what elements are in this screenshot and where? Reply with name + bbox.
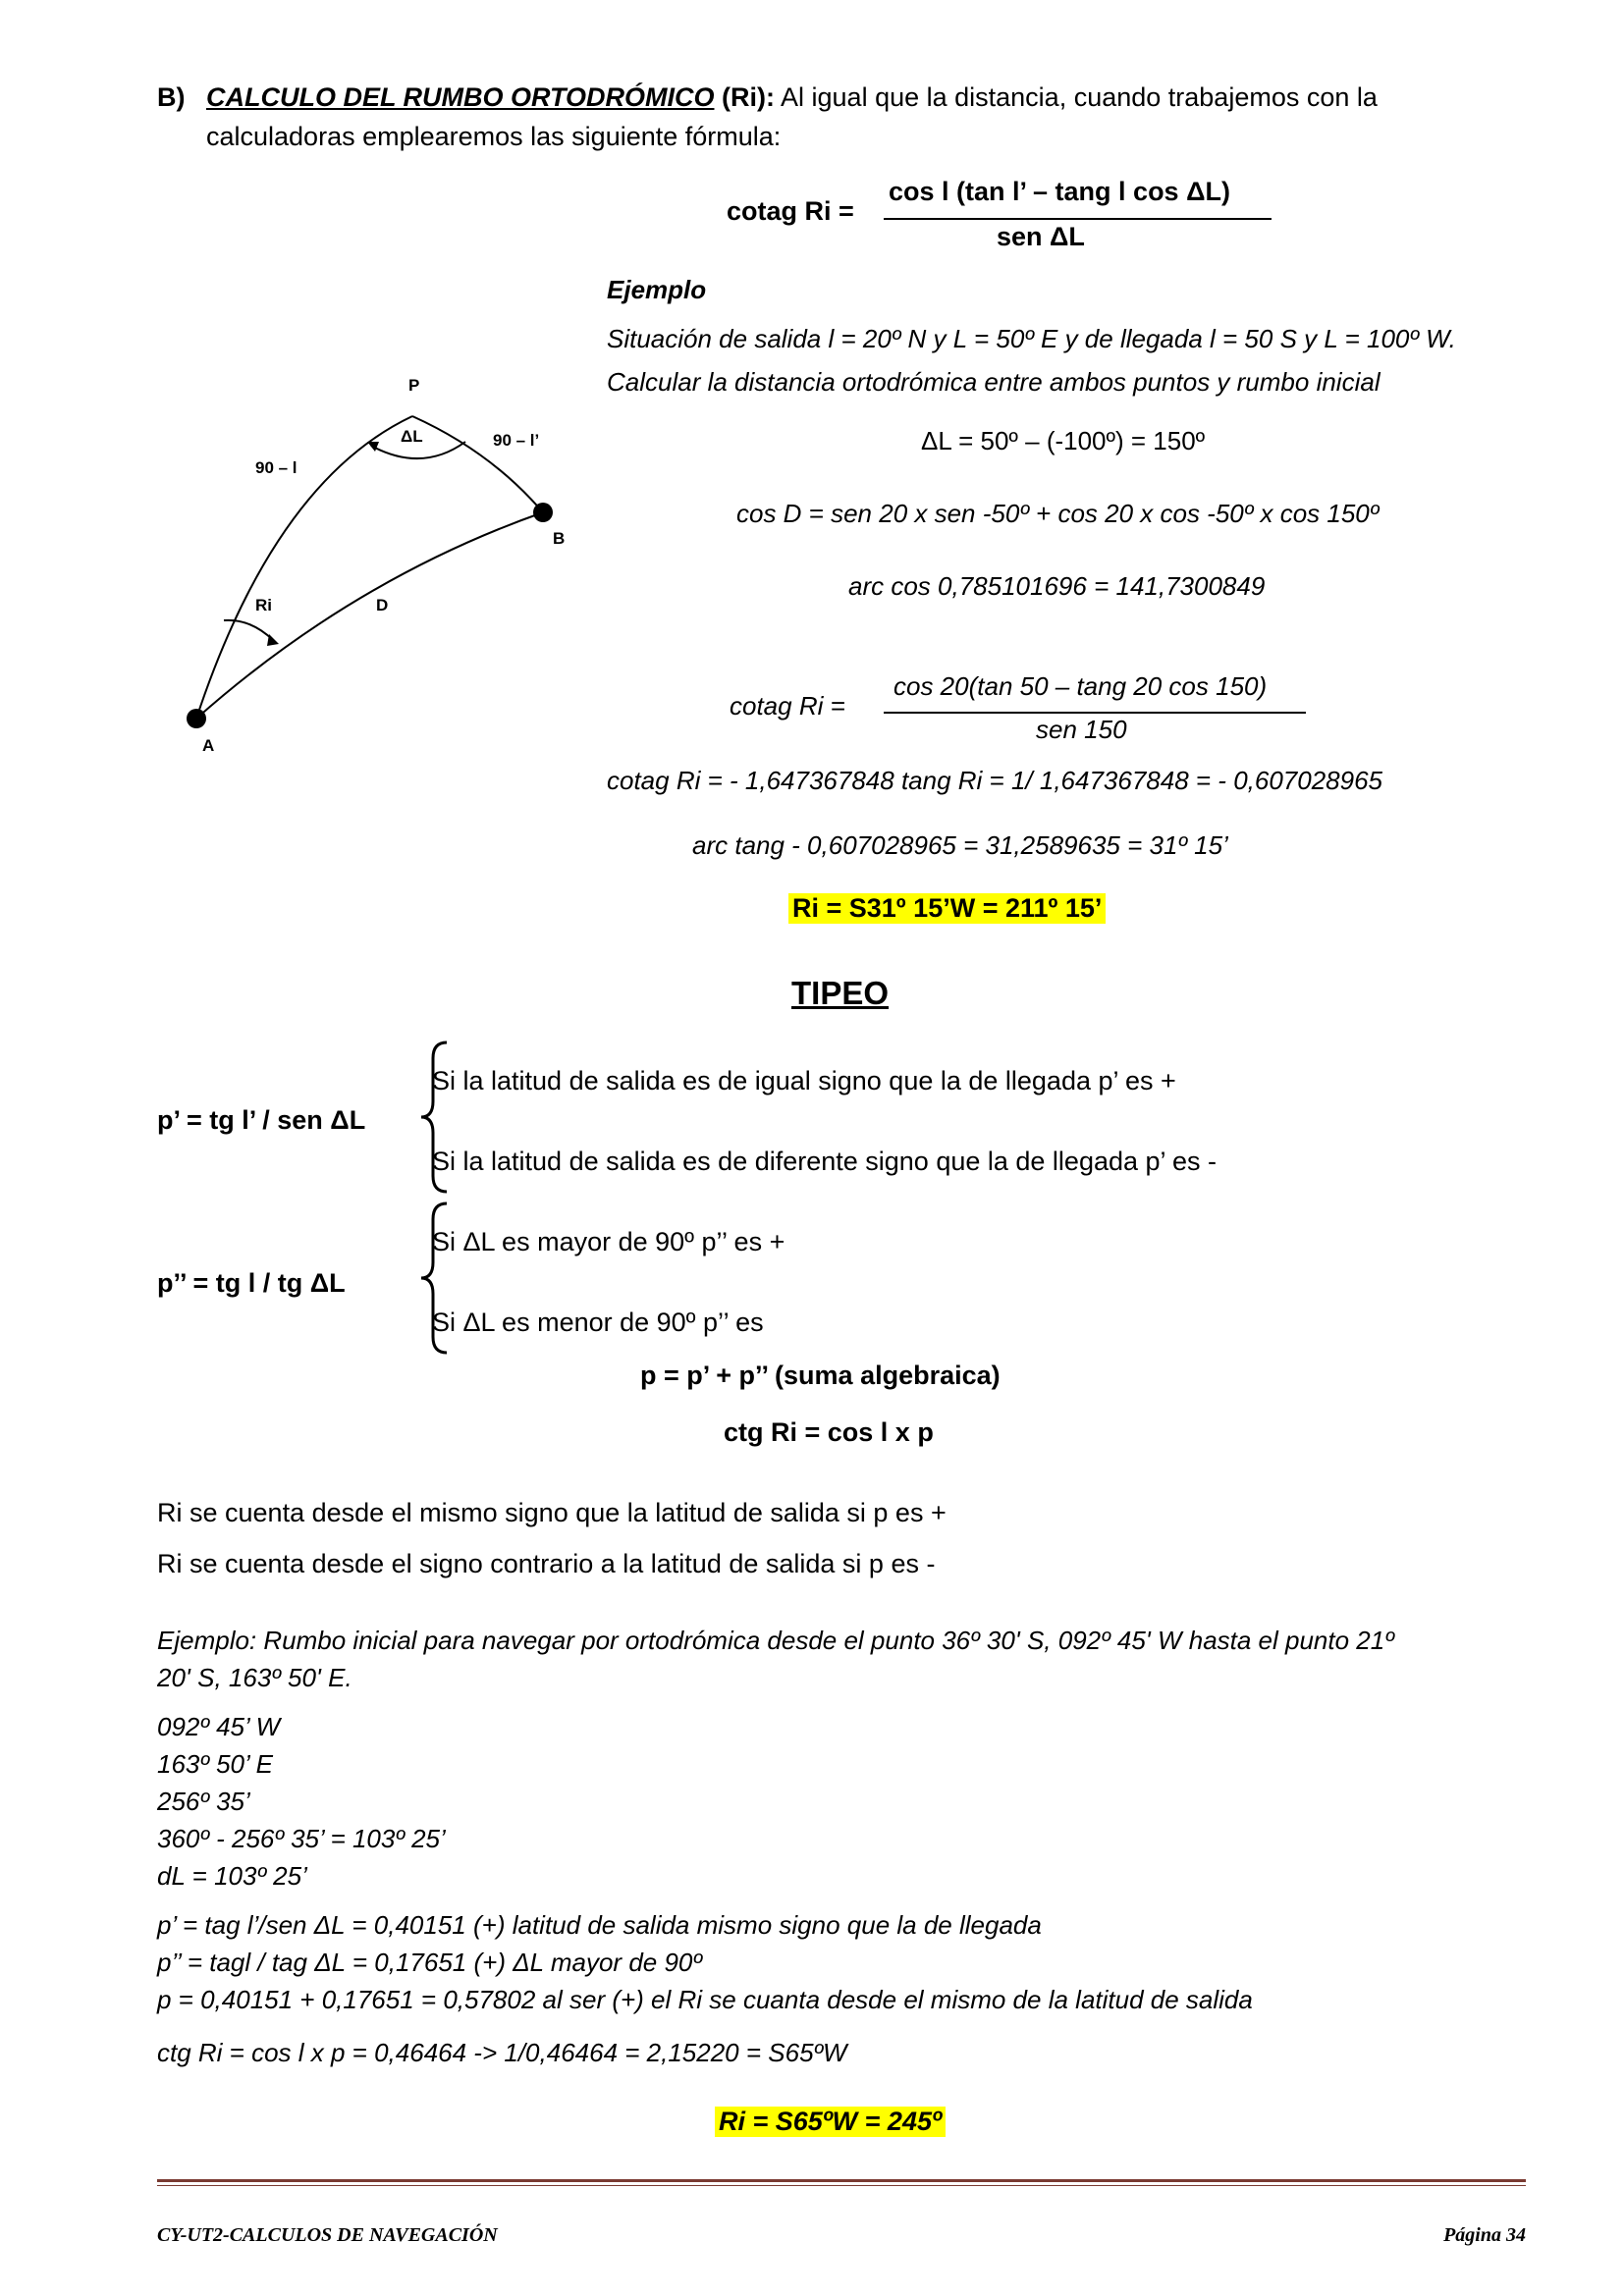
result-ri-1: Ri = S31º 15’W = 211º 15’ [788, 893, 1106, 924]
section-abbr: (Ri): [722, 82, 775, 112]
example-line2: Calcular la distancia ortodrómica entre ambos puntos y rumbo inicial [607, 367, 1380, 397]
calc-line: 163º 50’ E [157, 1749, 273, 1779]
cotag-value: cotag Ri = - 1,647367848 tang Ri = 1/ 1,647367848 = - 0,607028965 [607, 766, 1383, 795]
arctang-calc: arc tang - 0,607028965 = 31,2589635 = 31º 15’ [692, 830, 1228, 860]
label-colat-a: 90 – l [255, 458, 298, 477]
angle-ri-arrow-icon [267, 634, 279, 646]
formula-denominator: sen ΔL [997, 222, 1085, 251]
footer-page-number: Página 34 [1443, 2224, 1526, 2246]
example-line1: Situación de salida l = 20º N y L = 50º E y de llegada l = 50 S y L = 100º W. [607, 324, 1456, 353]
p1-case1: Si la latitud de salida es de igual signo que la de llegada p’ es + [432, 1066, 1176, 1095]
rule-negative: Ri se cuenta desde el signo contrario a la latitud de salida si p es - [157, 1549, 936, 1578]
label-p: P [408, 376, 420, 395]
p-line: p = 0,40151 + 0,17651 = 0,57802 al ser (+) el Ri se cuanta desde el mismo de la latitud de salida [157, 1985, 1253, 2014]
footer-rule-thin [157, 2185, 1526, 2186]
point-b-marker [533, 503, 553, 522]
p2-case1: Si ΔL es mayor de 90º p’’ es + [432, 1227, 785, 1256]
ctg-ri-calc: ctg Ri = cos l x p = 0,46464 -> 1/0,46464 = 2,15220 = S65ºW [157, 2038, 847, 2067]
section-title: CALCULO DEL RUMBO ORTODRÓMICO [206, 82, 715, 112]
intro-line2: calculadoras emplearemos las siguiente fórmula: [206, 122, 782, 151]
formula-lhs: cotag Ri = [727, 196, 854, 226]
point-a-marker [187, 709, 206, 728]
cotag-lhs: cotag Ri = [730, 691, 845, 721]
tipeo-title: TIPEO [791, 975, 890, 1011]
result-ri-2: Ri = S65ºW = 245º [715, 2107, 946, 2137]
cotag-fraction-bar [884, 712, 1306, 714]
label-b: B [553, 529, 566, 548]
cotag-numerator: cos 20(tan 50 – tang 20 cos 150) [893, 671, 1268, 701]
calc-line: 256º 35’ [157, 1787, 250, 1816]
label-colat-b: 90 – l’ [493, 431, 540, 450]
arc-a-b [196, 512, 543, 719]
formula-fraction-bar [884, 218, 1272, 220]
arc-a-p [196, 416, 412, 719]
label-dl: ΔL [401, 427, 423, 446]
rule-positive: Ri se cuenta desde el mismo signo que la latitud de salida si p es + [157, 1498, 947, 1527]
calc-line: 360º - 256º 35’ = 103º 25’ [157, 1824, 446, 1853]
label-ri: Ri [255, 596, 272, 614]
example2-line1: Ejemplo: Rumbo inicial para navegar por ortodrómica desde el punto 36º 30' S, 092º 45' W hasta el punto 21º [157, 1626, 1394, 1655]
cos-d-calc: cos D = sen 20 x sen -50º + cos 20 x cos -50º x cos 150º [736, 499, 1380, 528]
section-heading [206, 82, 1378, 113]
intro-text: Al igual que la distancia, cuando trabajemos con la [781, 82, 1378, 112]
calc-line: 092º 45’ W [157, 1712, 281, 1741]
example-heading: Ejemplo [607, 275, 707, 304]
ctg-ri-formula: ctg Ri = cos l x p [724, 1417, 934, 1447]
cotag-denominator: sen 150 [1036, 715, 1127, 744]
calc-line: dL = 103º 25’ [157, 1861, 307, 1891]
p2-formula: p’’ = tg l / tg ΔL [157, 1268, 346, 1298]
spherical-triangle-diagram [167, 363, 589, 766]
p-sum: p = p’ + p’’ (suma algebraica) [640, 1361, 1001, 1390]
angle-dl-arrow-icon [367, 442, 379, 452]
footer-rule [157, 2179, 1526, 2182]
p2-case2: Si ΔL es menor de 90º p’’ es [432, 1308, 764, 1337]
p-line: p’’ = tagl / tag ΔL = 0,17651 (+) ΔL mayor de 90º [157, 1948, 702, 1977]
p-line: p’ = tag l’/sen ΔL = 0,40151 (+) latitud de salida mismo signo que la de llegada [157, 1910, 1042, 1940]
p1-case2: Si la latitud de salida es de diferente signo que la de llegada p’ es - [432, 1147, 1218, 1176]
delta-l-calc: ΔL = 50º – (-100º) = 150º [921, 426, 1206, 455]
example2-line2: 20' S, 163º 50' E. [157, 1663, 352, 1692]
p1-formula: p’ = tg l’ / sen ΔL [157, 1105, 366, 1135]
label-d: D [376, 596, 389, 614]
formula-numerator: cos l (tan l’ – tang l cos ΔL) [889, 177, 1230, 206]
section-letter: B) [157, 82, 186, 112]
label-a: A [202, 736, 215, 755]
footer-left: CY-UT2-CALCULOS DE NAVEGACIÓN [157, 2224, 498, 2246]
arccos-calc: arc cos 0,785101696 = 141,7300849 [848, 571, 1266, 601]
